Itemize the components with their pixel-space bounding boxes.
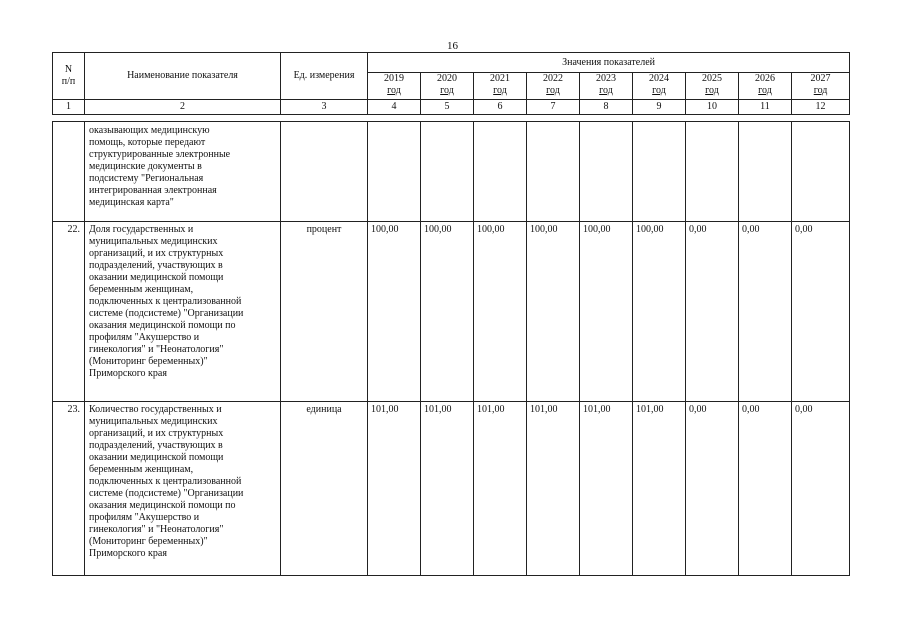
table-row	[53, 222, 850, 402]
header-column-numbers-row	[53, 100, 850, 115]
header-year-2025	[686, 73, 739, 100]
header-col-unit: Ед. измерения	[281, 53, 368, 100]
indicator-value: 101,00	[421, 402, 474, 576]
header-year-2021	[474, 73, 527, 100]
indicator-name-line: Приморского края	[89, 548, 167, 559]
indicator-name-line: оказания медицинской помощи по	[89, 320, 236, 331]
indicator-name-line: подразделений, участвующих в	[89, 260, 223, 271]
indicator-name-line: подразделений, участвующих в	[89, 440, 223, 451]
header-column-number: 6	[474, 100, 527, 115]
indicator-name-line: системе (подсистеме) "Организации	[89, 488, 244, 499]
indicator-name-line: подключенных к централизованной	[89, 296, 242, 307]
indicator-name-line: подключенных к централизованной	[89, 476, 242, 487]
indicator-value: 100,00	[474, 222, 527, 402]
indicator-name-line: беременным женщинам,	[89, 464, 194, 475]
indicator-value	[527, 122, 580, 222]
indicator-value: 101,00	[633, 402, 686, 576]
indicator-name-line: профилям "Акушерство и	[89, 512, 200, 523]
header-column-number: 12	[792, 100, 850, 115]
indicator-name-line: муниципальных медицинских	[89, 416, 218, 427]
indicators-table	[52, 121, 850, 576]
indicator-value	[686, 122, 739, 222]
indicator-value	[421, 122, 474, 222]
indicator-value	[368, 122, 421, 222]
header-year-2023	[580, 73, 633, 100]
header-column-number: 8	[580, 100, 633, 115]
indicator-value: 101,00	[368, 402, 421, 576]
header-year-value: 2027	[810, 73, 831, 84]
indicator-unit	[281, 122, 368, 222]
indicator-value: 100,00	[368, 222, 421, 402]
header-year-2019	[368, 73, 421, 100]
header-year-value: 2026	[755, 73, 775, 84]
header-column-number: 5	[421, 100, 474, 115]
header-year-suffix: год	[387, 85, 401, 96]
header-column-number: 4	[368, 100, 421, 115]
header-year-2020	[421, 73, 474, 100]
header-year-value: 2024	[649, 73, 669, 84]
header-column-number: 7	[527, 100, 580, 115]
indicator-name-line: медицинские документы в	[89, 161, 202, 172]
header-year-suffix: год	[599, 85, 613, 96]
indicator-name	[85, 222, 281, 402]
header-year-2027	[792, 73, 850, 100]
header-year-suffix: год	[652, 85, 666, 96]
indicator-unit: процент	[281, 222, 368, 402]
header-column-number: 2	[85, 100, 281, 115]
indicator-name-line: оказывающих медицинскую	[89, 125, 210, 136]
indicator-name-line: оказания медицинской помощи по	[89, 500, 236, 511]
indicator-name	[85, 122, 281, 222]
indicator-value	[792, 122, 850, 222]
indicator-value: 100,00	[421, 222, 474, 402]
indicator-name-line: оказании медицинской помощи	[89, 272, 224, 283]
indicator-value	[739, 122, 792, 222]
indicator-value	[633, 122, 686, 222]
indicator-name-line: беременным женщинам,	[89, 284, 194, 295]
header-col-number-line1: N	[64, 64, 73, 75]
indicator-value	[580, 122, 633, 222]
indicator-value: 101,00	[580, 402, 633, 576]
header-year-value: 2022	[543, 73, 563, 84]
indicator-name-line: организаций, и их структурных	[89, 428, 224, 439]
indicator-value: 100,00	[633, 222, 686, 402]
header-year-suffix: год	[440, 85, 454, 96]
header-year-value: 2019	[384, 73, 404, 84]
row-number	[53, 122, 85, 222]
header-col-name: Наименование показателя	[85, 53, 281, 100]
indicator-name-line: Приморского края	[89, 368, 167, 379]
indicator-name-line: гинекология" и "Неонатология"	[89, 344, 224, 355]
header-year-value: 2023	[596, 73, 616, 84]
indicator-name-line: медицинская карта"	[89, 197, 174, 208]
header-col-number	[53, 53, 85, 100]
header-year-value: 2025	[702, 73, 722, 84]
header-column-number: 1	[53, 100, 85, 115]
indicator-name-line: подсистему "Региональная	[89, 173, 204, 184]
indicator-value: 0,00	[739, 222, 792, 402]
header-year-suffix: год	[493, 85, 507, 96]
indicator-name-line: гинекология" и "Неонатология"	[89, 524, 224, 535]
header-column-number: 10	[686, 100, 739, 115]
indicator-name-line: Количество государственных и	[89, 404, 222, 415]
header-values-title: Значения показателей	[368, 53, 850, 73]
indicator-name-line: помощь, которые передают	[89, 137, 206, 148]
indicator-name-line: системе (подсистеме) "Организации	[89, 308, 244, 319]
header-year-value: 2020	[437, 73, 457, 84]
indicator-value: 100,00	[527, 222, 580, 402]
header-col-number-line2: п/п	[61, 76, 76, 87]
indicator-value: 101,00	[474, 402, 527, 576]
indicator-value: 100,00	[580, 222, 633, 402]
indicator-name-line: муниципальных медицинских	[89, 236, 218, 247]
indicator-name-line: (Мониторинг беременных)"	[89, 536, 208, 547]
indicator-name-line: профилям "Акушерство и	[89, 332, 200, 343]
indicator-name-line: интегрированная электронная	[89, 185, 217, 196]
indicator-value: 0,00	[792, 402, 850, 576]
header-year-2024	[633, 73, 686, 100]
indicator-name-line: оказании медицинской помощи	[89, 452, 224, 463]
indicator-value: 101,00	[527, 402, 580, 576]
page-number: 16	[447, 40, 458, 52]
indicator-value	[474, 122, 527, 222]
indicator-name-line: организаций, и их структурных	[89, 248, 224, 259]
indicator-value: 0,00	[686, 222, 739, 402]
header-year-suffix: год	[813, 85, 828, 96]
header-column-number: 3	[281, 100, 368, 115]
header-column-number: 11	[739, 100, 792, 115]
table-header	[52, 52, 850, 115]
indicator-name-line: (Мониторинг беременных)"	[89, 356, 208, 367]
header-year-2022	[527, 73, 580, 100]
indicator-value: 0,00	[792, 222, 850, 402]
header-year-value: 2021	[490, 73, 510, 84]
indicator-value: 0,00	[686, 402, 739, 576]
row-number: 22.	[53, 222, 85, 402]
indicator-name-line: структурированные электронные	[89, 149, 231, 160]
indicator-name-line: Доля государственных и	[89, 224, 194, 235]
row-number: 23.	[53, 402, 85, 576]
table-row	[53, 402, 850, 576]
header-year-suffix: год	[705, 85, 719, 96]
table-row	[53, 122, 850, 222]
header-year-2026	[739, 73, 792, 100]
header-year-suffix: год	[546, 85, 560, 96]
indicator-value: 0,00	[739, 402, 792, 576]
header-year-suffix: год	[758, 85, 772, 96]
indicator-unit: единица	[281, 402, 368, 576]
indicator-name	[85, 402, 281, 576]
header-column-number: 9	[633, 100, 686, 115]
